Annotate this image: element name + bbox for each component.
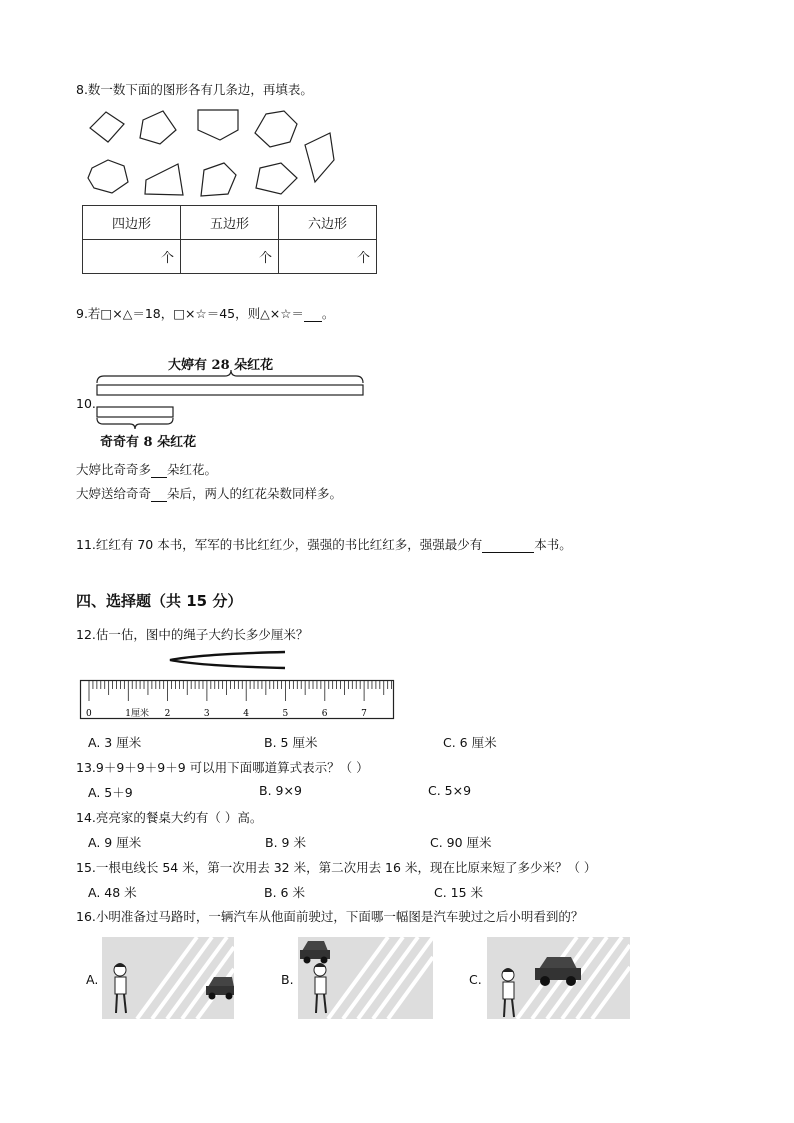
q10-line1: 大婷比奇奇多 朵红花。 [76, 462, 218, 477]
q11-question: 11.红红有 70 本书，军军的书比红红少，强强的书比红红多，强强最少有 本书。 [76, 537, 572, 552]
option-c[interactable]: C. 5×9 [428, 783, 472, 798]
big-bar-label: 大婷有 28 朵红花 [168, 358, 274, 373]
option-c[interactable]: C. 6 厘米 [443, 735, 497, 750]
section-title: 四、选择题（共 15 分） [76, 592, 243, 610]
table-header: 六边形 [279, 206, 377, 240]
scene-a-image [102, 937, 234, 1019]
option-c[interactable]: C. 15 米 [434, 885, 484, 900]
answer-cell[interactable]: 个 [279, 240, 377, 274]
option-a[interactable]: A. 9 厘米 [88, 835, 142, 850]
q8-text: 8.数一数下面的图形各有几条边，再填表。 [76, 82, 313, 97]
ruler-label: 4 [243, 709, 249, 719]
option-c[interactable]: C. [469, 972, 482, 987]
option-b[interactable]: B. 9 米 [265, 835, 306, 850]
answer-cell[interactable]: 个 [83, 240, 181, 274]
q13-text: 13.9＋9＋9＋9＋9 可以用下面哪道算式表示？（ ） [76, 760, 369, 775]
table-header: 四边形 [83, 206, 181, 240]
q12-text: 12.估一估，图中的绳子大约长多少厘米？ [76, 627, 309, 642]
ruler-label: 1厘米 [125, 709, 150, 719]
scene-b-image [298, 937, 433, 1019]
ruler [80, 680, 400, 725]
option-b[interactable]: B. 9×9 [259, 783, 302, 798]
ruler-label: 7 [361, 709, 367, 719]
ruler-label: 5 [282, 709, 289, 719]
answer-cell[interactable]: 个 [181, 240, 279, 274]
ruler-label: 2 [164, 709, 171, 719]
option-b[interactable]: B. 6 米 [264, 885, 305, 900]
option-a[interactable]: A. 5＋9 [88, 785, 133, 800]
ruler-label: 0 [86, 709, 92, 719]
q10-line2: 大婷送给奇奇 朵后，两人的红花朵数同样多。 [76, 486, 343, 501]
q14-text: 14.亮亮家的餐桌大约有（ ）高。 [76, 810, 263, 825]
option-b[interactable]: B. 5 厘米 [264, 735, 318, 750]
q16-text: 16.小明准备过马路时，一辆汽车从他面前驶过，下面哪一幅图是汽车驶过之后小明看到的？ [76, 909, 584, 924]
option-b[interactable]: B. [281, 972, 294, 987]
option-a[interactable]: A. [86, 972, 99, 987]
option-a[interactable]: A. 48 米 [88, 885, 137, 900]
option-c[interactable]: C. 90 厘米 [430, 835, 492, 850]
small-bar-label: 奇奇有 8 朵红花 [100, 435, 197, 450]
q15-text: 15.一根电线长 54 米，第一次用去 32 米，第二次用去 16 米，现在比原来短了多少米？（ ） [76, 860, 597, 875]
ruler-label: 3 [203, 709, 210, 719]
option-a[interactable]: A. 3 厘米 [88, 735, 142, 750]
ruler-label: 6 [321, 709, 328, 719]
table-header: 五边形 [181, 206, 279, 240]
q9-question: 9.若□×△＝18，□×☆＝45，则△×☆＝ 。 [76, 306, 335, 321]
q10-number: 10. [76, 396, 96, 411]
scene-c-image [487, 937, 630, 1019]
